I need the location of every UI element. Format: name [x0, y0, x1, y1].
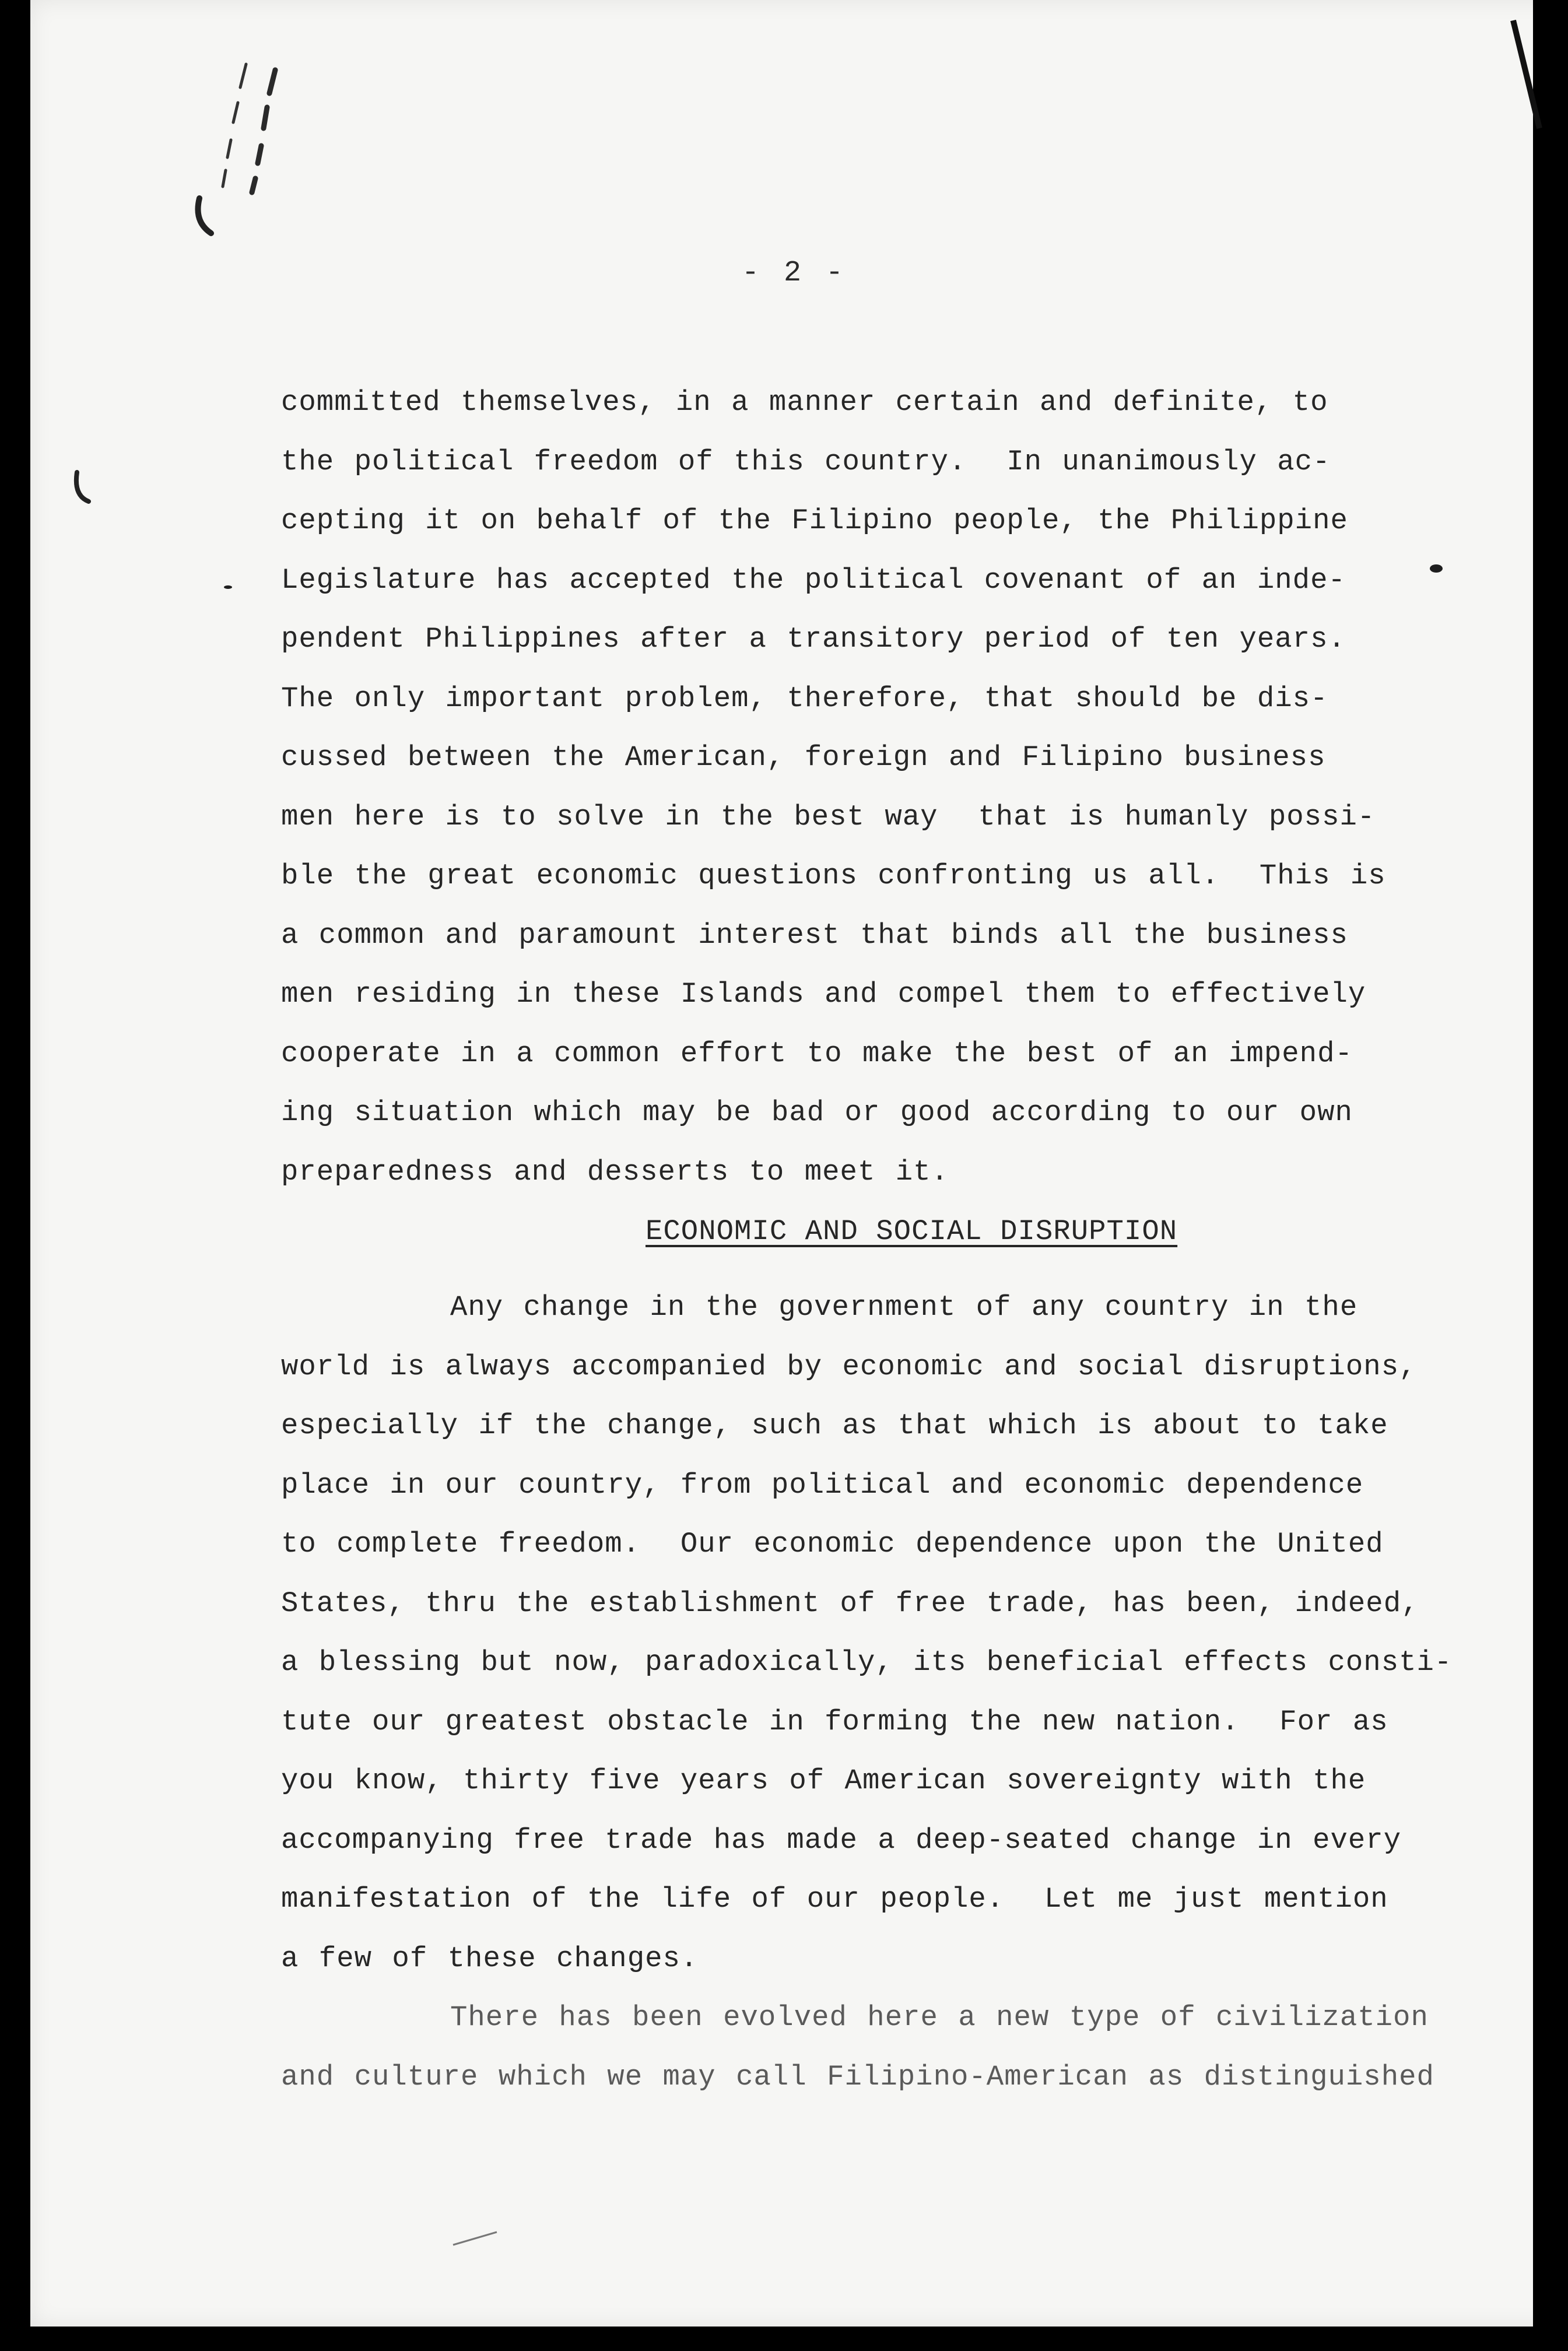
- text-line: Legislature has accepted the political covenant of an inde-: [281, 563, 1346, 596]
- paragraph-1: [281, 373, 1482, 1202]
- text-line: accompanying free trade has made a deep-seated change in every: [281, 1823, 1402, 1857]
- scan-edge: [1533, 0, 1568, 2327]
- text-line: cussed between the American, foreign and Filipino business: [281, 741, 1326, 774]
- ink-marks: [159, 47, 310, 257]
- text-line: men residing in these Islands and compel them to effectively: [281, 978, 1366, 1010]
- margin-dot: [224, 585, 232, 589]
- text-line: The only important problem, therefore, that should be dis-: [281, 682, 1328, 715]
- stray-pen-mark: [450, 2227, 503, 2251]
- text-line: Any change in the government of any country in the: [450, 1291, 1358, 1324]
- text-line: world is always accompanied by economic and social disruptions,: [281, 1350, 1417, 1383]
- text-line: States, thru the establishment of free trade, has been, indeed,: [281, 1587, 1419, 1620]
- text-line: pendent Philippines after a transitory period of ten years.: [281, 623, 1346, 655]
- text-line: you know, thirty five years of American sovereignty with the: [281, 1764, 1366, 1797]
- text-line: to complete freedom. Our economic dependence upon the United: [281, 1528, 1384, 1560]
- section-heading: ECONOMIC AND SOCIAL DISRUPTION: [646, 1215, 1178, 1248]
- text-line: a blessing but now, paradoxically, its beneficial effects consti-: [281, 1646, 1453, 1679]
- text-line: especially if the change, such as that which is about to take: [281, 1409, 1388, 1442]
- text-line: manifestation of the life of our people. Let me just mention: [281, 1883, 1388, 1915]
- text-line: the political freedom of this country. In unanimously ac-: [281, 445, 1331, 478]
- text-line: men here is to solve in the best way that is humanly possi-: [281, 800, 1376, 833]
- text-line: cooperate in a common effort to make the best of an impend-: [281, 1037, 1353, 1070]
- scan-corner-line: [1510, 17, 1545, 134]
- document-page: [30, 0, 1558, 2327]
- margin-mark: [65, 466, 100, 513]
- text-line: cepting it on behalf of the Filipino people, the Philippine: [281, 504, 1348, 537]
- text-line: tute our greatest obstacle in forming the new nation. For as: [281, 1705, 1388, 1738]
- text-line: There has been evolved here a new type of civilization: [450, 2001, 1429, 2034]
- text-line: place in our country, from political and economic dependence: [281, 1468, 1364, 1501]
- text-line: ble the great economic questions confronting us all. This is: [281, 859, 1386, 892]
- text-line: and culture which we may call Filipino-American as distinguished: [281, 2060, 1434, 2093]
- page-number: - 2 -: [741, 257, 847, 290]
- text-line: a few of these changes.: [281, 1942, 699, 1975]
- text-line: a common and paramount interest that binds all the business: [281, 918, 1348, 952]
- text-line: ing situation which may be bad or good according to our own: [281, 1096, 1353, 1129]
- paragraph-2: [281, 1278, 1494, 2107]
- text-line: preparedness and desserts to meet it.: [281, 1155, 949, 1188]
- text-line: committed themselves, in a manner certain and definite, to: [281, 386, 1328, 419]
